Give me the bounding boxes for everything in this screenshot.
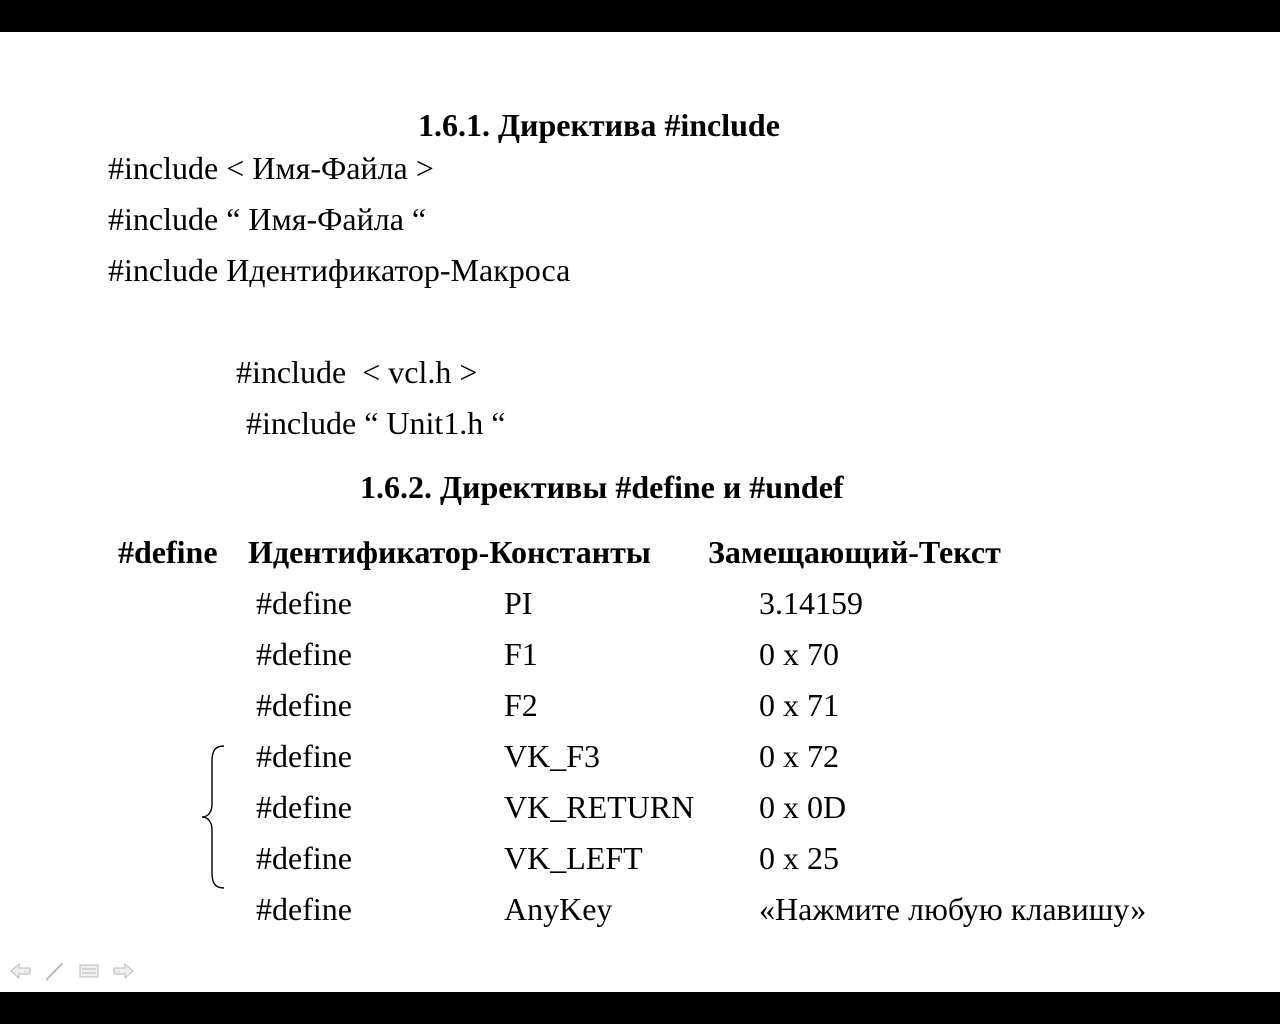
heading-define: 1.6.2. Директивы #define и #undef bbox=[360, 469, 844, 505]
menu-icon[interactable] bbox=[76, 960, 102, 982]
define-row-value: 0 x 72 bbox=[759, 738, 839, 774]
define-row-value: «Нажмите любую клавишу» bbox=[759, 891, 1147, 927]
define-row-keyword: #define bbox=[256, 891, 352, 927]
include-form-3: #include Идентификатор-Макроса bbox=[108, 252, 571, 288]
define-row-name: AnyKey bbox=[504, 891, 613, 927]
include-example-2: #include “ Unit1.h “ bbox=[246, 405, 506, 441]
define-row-keyword: #define bbox=[256, 585, 352, 621]
heading-include: 1.6.1. Директива #include bbox=[418, 107, 780, 143]
slide bbox=[0, 32, 1280, 992]
pen-icon[interactable] bbox=[42, 960, 68, 982]
include-form-1: #include < Имя-Файла > bbox=[108, 150, 434, 186]
curly-brace bbox=[198, 744, 228, 890]
define-syntax-keyword: #define bbox=[118, 534, 218, 570]
define-row-name: PI bbox=[504, 585, 533, 621]
define-row-name: VK_RETURN bbox=[504, 789, 695, 825]
define-row-value: 3.14159 bbox=[759, 585, 863, 621]
slide-nav bbox=[8, 960, 136, 982]
back-arrow-icon[interactable] bbox=[8, 960, 34, 982]
define-row-keyword: #define bbox=[256, 789, 352, 825]
define-row-keyword: #define bbox=[256, 636, 352, 672]
define-row-value: 0 x 25 bbox=[759, 840, 839, 876]
define-row-name: VK_F3 bbox=[504, 738, 601, 774]
define-row-keyword: #define bbox=[256, 738, 352, 774]
define-syntax-replacement: Замещающий-Текст bbox=[708, 534, 1001, 570]
include-example-1: #include < vcl.h > bbox=[236, 354, 478, 390]
define-row-name: VK_LEFT bbox=[504, 840, 643, 876]
define-row-name: F1 bbox=[504, 636, 538, 672]
define-row-keyword: #define bbox=[256, 687, 352, 723]
define-row-keyword: #define bbox=[256, 840, 352, 876]
define-syntax-identifier: Идентификатор-Константы bbox=[248, 534, 651, 570]
define-row-name: F2 bbox=[504, 687, 538, 723]
forward-arrow-icon[interactable] bbox=[110, 960, 136, 982]
define-row-value: 0 x 70 bbox=[759, 636, 839, 672]
define-row-value: 0 x 71 bbox=[759, 687, 839, 723]
include-form-2: #include “ Имя-Файла “ bbox=[108, 201, 427, 237]
define-row-value: 0 x 0D bbox=[759, 789, 847, 825]
